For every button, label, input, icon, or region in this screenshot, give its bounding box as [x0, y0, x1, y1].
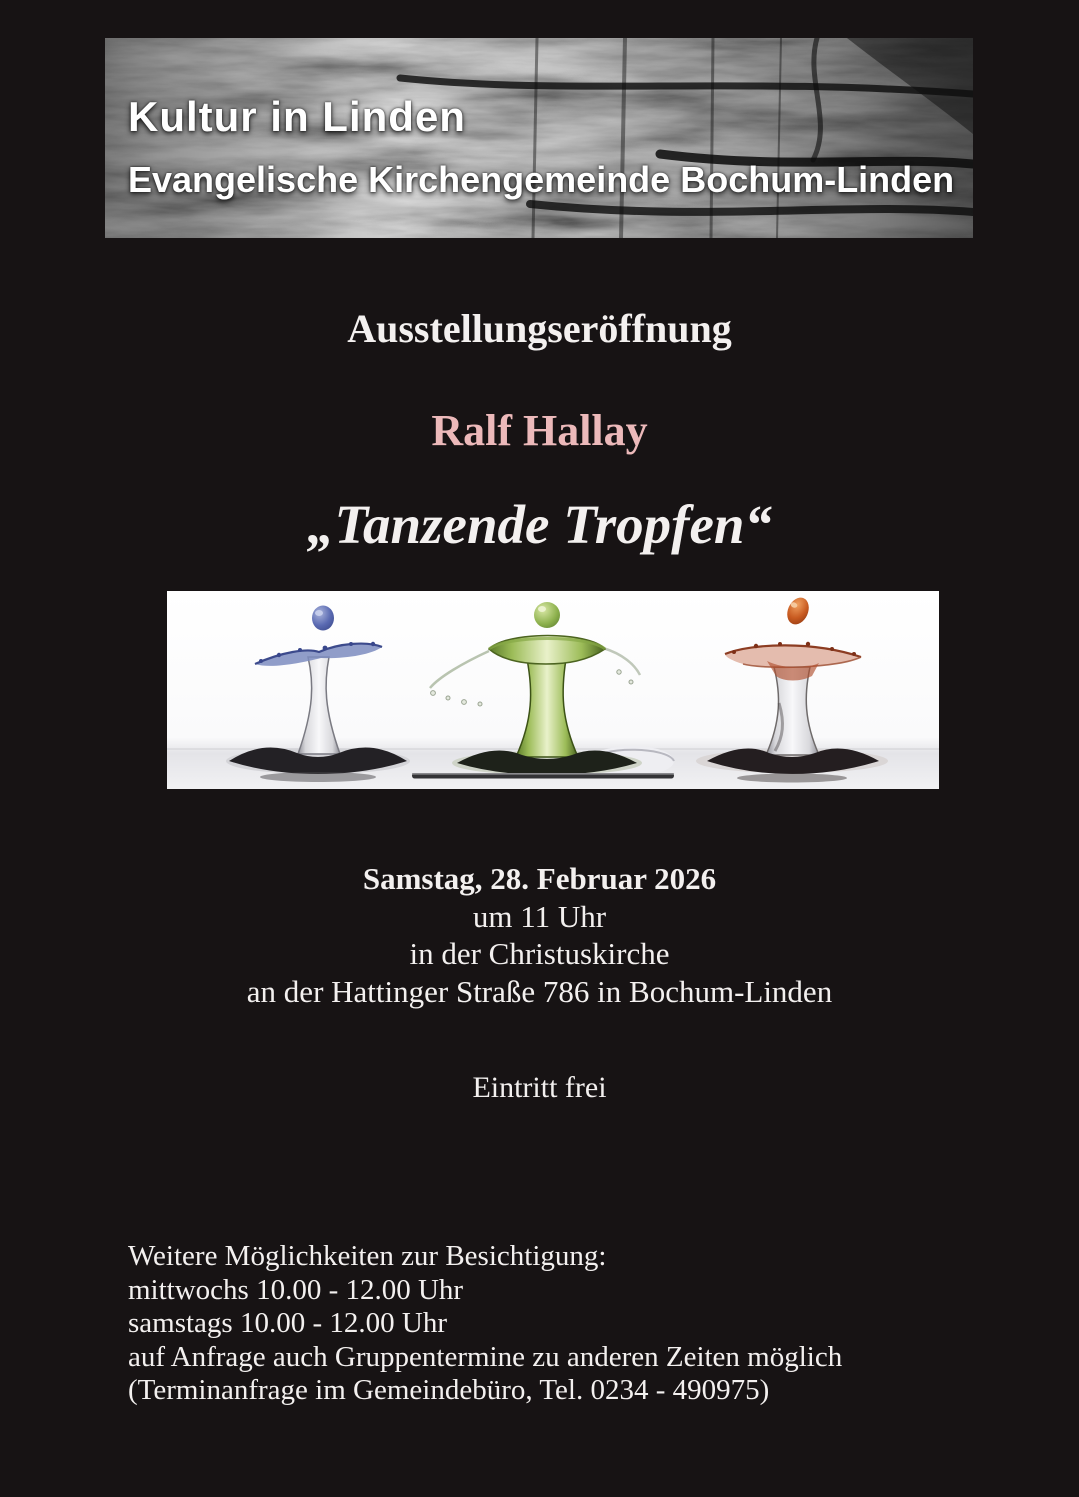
- event-time: um 11 Uhr: [472, 898, 607, 934]
- visiting-line: auf Anfrage auch Gruppentermine zu anderen Zeiten möglich: [128, 1340, 843, 1373]
- exhibition-photo: [167, 591, 939, 789]
- dancing-drops-image: [167, 591, 939, 789]
- banner-subtitle: Evangelische Kirchengemeinde Bochum-Linden: [128, 159, 955, 200]
- event-venue: in der Christuskirche: [409, 936, 670, 971]
- event-address: an der Hattinger Straße 786 in Bochum-Linden: [246, 973, 833, 1009]
- visiting-line: (Terminanfrage im Gemeindebüro, Tel. 0234 - 490975): [128, 1374, 770, 1406]
- artist-name: Ralf Hallay: [431, 406, 648, 455]
- visiting-heading: Weitere Möglichkeiten zur Besichtigung:: [128, 1240, 607, 1272]
- exhibition-title: „Tanzende Tropfen“: [307, 494, 772, 555]
- admission-note: Eintritt frei: [472, 1071, 607, 1104]
- banner-title: Kultur in Linden: [128, 93, 466, 140]
- event-date: Samstag, 28. Februar 2026: [362, 861, 717, 896]
- visiting-line: samstags 10.00 - 12.00 Uhr: [128, 1307, 447, 1339]
- event-details: [0, 860, 1079, 1010]
- event-kicker: Ausstellungseröffnung: [347, 306, 732, 351]
- visiting-info: [128, 1240, 842, 1408]
- visiting-line: mittwochs 10.00 - 12.00 Uhr: [128, 1273, 464, 1306]
- banner: [105, 38, 973, 238]
